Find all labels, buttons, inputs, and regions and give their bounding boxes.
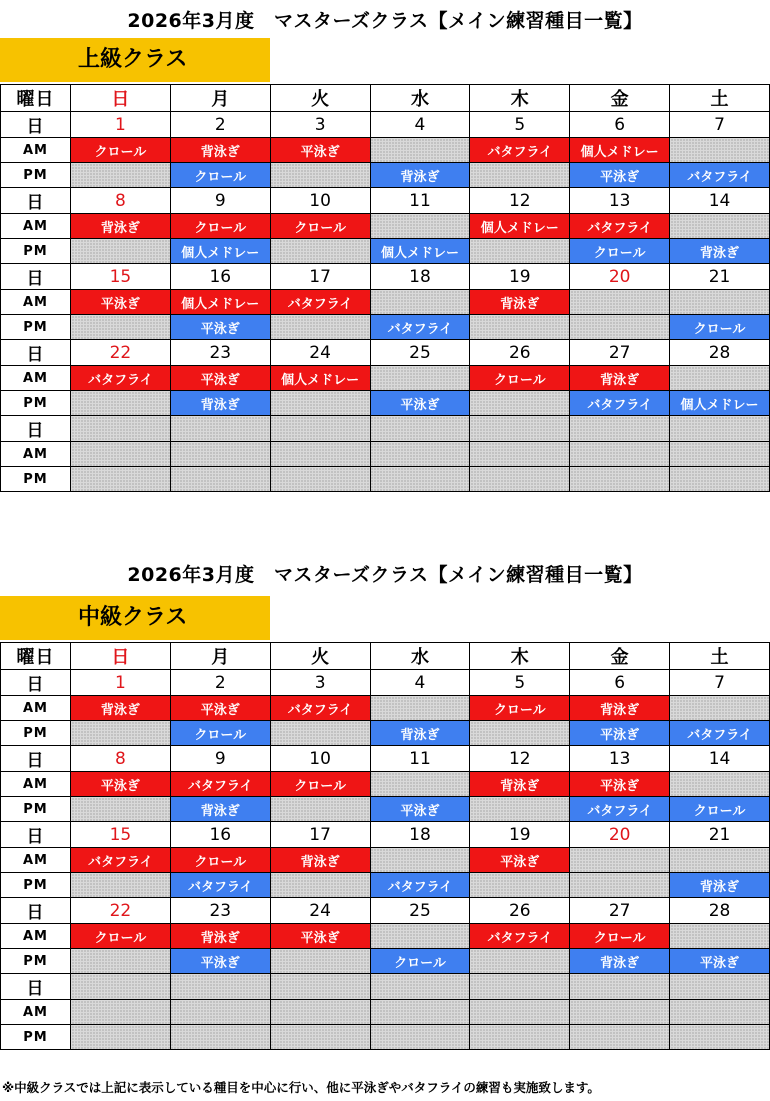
weekday-header: 金 bbox=[570, 643, 670, 670]
pm-event-cell: 平泳ぎ bbox=[570, 721, 670, 746]
row-label-am: AM bbox=[1, 924, 71, 949]
am-event-cell: クロール bbox=[170, 848, 270, 873]
row-label-pm: PM bbox=[1, 721, 71, 746]
row-label-am: AM bbox=[1, 214, 71, 239]
pm-event-cell bbox=[270, 1025, 370, 1050]
am-event-cell bbox=[370, 138, 470, 163]
row-label-date: 日 bbox=[1, 340, 71, 366]
date-cell: 11 bbox=[370, 188, 470, 214]
pm-event-cell bbox=[71, 163, 171, 188]
weekday-header: 火 bbox=[270, 85, 370, 112]
pm-event-cell: クロール bbox=[670, 797, 770, 822]
footnote: ※中級クラスでは上記に表示している種目を中心に行い、他に平泳ぎやバタフライの練習も実施致します。 bbox=[2, 1080, 600, 1095]
date-cell bbox=[470, 416, 570, 442]
date-cell: 3 bbox=[270, 670, 370, 696]
am-event-cell: クロール bbox=[470, 696, 570, 721]
am-event-cell bbox=[570, 1000, 670, 1025]
date-cell: 26 bbox=[470, 340, 570, 366]
page-title-repeat: 2026年3月度 マスターズクラス【メイン練習種目一覧】 bbox=[127, 564, 643, 586]
am-event-cell bbox=[170, 1000, 270, 1025]
pm-event-cell bbox=[470, 315, 570, 340]
am-event-cell bbox=[670, 214, 770, 239]
row-label-date: 日 bbox=[1, 670, 71, 696]
date-cell: 19 bbox=[470, 822, 570, 848]
am-event-cell bbox=[370, 214, 470, 239]
pm-event-cell bbox=[470, 873, 570, 898]
date-cell: 9 bbox=[170, 746, 270, 772]
pm-event-cell: 平泳ぎ bbox=[670, 949, 770, 974]
pm-event-cell bbox=[470, 721, 570, 746]
date-cell: 14 bbox=[670, 746, 770, 772]
am-event-cell bbox=[570, 848, 670, 873]
pm-event-cell bbox=[470, 1025, 570, 1050]
am-event-cell bbox=[570, 290, 670, 315]
date-cell bbox=[270, 974, 370, 1000]
am-event-cell: クロール bbox=[71, 138, 171, 163]
date-cell bbox=[470, 974, 570, 1000]
schedule-table-intermediate bbox=[0, 642, 770, 1050]
date-cell: 19 bbox=[470, 264, 570, 290]
am-event-cell bbox=[270, 1000, 370, 1025]
am-event-cell: バタフライ bbox=[270, 696, 370, 721]
pm-event-cell bbox=[71, 1025, 171, 1050]
date-cell: 7 bbox=[670, 670, 770, 696]
date-cell: 6 bbox=[570, 670, 670, 696]
pm-event-cell bbox=[170, 1025, 270, 1050]
pm-event-cell bbox=[71, 873, 171, 898]
pm-event-cell: 背泳ぎ bbox=[670, 239, 770, 264]
pm-event-cell: 平泳ぎ bbox=[570, 163, 670, 188]
am-event-cell: 平泳ぎ bbox=[270, 924, 370, 949]
weekday-header: 月 bbox=[170, 85, 270, 112]
pm-event-cell: 背泳ぎ bbox=[670, 873, 770, 898]
pm-event-cell: 平泳ぎ bbox=[170, 315, 270, 340]
date-cell: 23 bbox=[170, 340, 270, 366]
pm-event-cell bbox=[470, 163, 570, 188]
am-event-cell bbox=[370, 366, 470, 391]
date-cell bbox=[270, 416, 370, 442]
am-event-cell bbox=[370, 442, 470, 467]
date-cell: 12 bbox=[470, 188, 570, 214]
am-event-cell: バタフライ bbox=[470, 138, 570, 163]
pm-event-cell: 平泳ぎ bbox=[370, 391, 470, 416]
am-event-cell bbox=[71, 1000, 171, 1025]
pm-event-cell bbox=[170, 467, 270, 492]
date-cell: 20 bbox=[570, 264, 670, 290]
am-event-cell: バタフライ bbox=[170, 772, 270, 797]
am-event-cell bbox=[570, 442, 670, 467]
am-event-cell bbox=[670, 1000, 770, 1025]
am-event-cell: 平泳ぎ bbox=[470, 848, 570, 873]
row-label-date: 日 bbox=[1, 974, 71, 1000]
pm-event-cell bbox=[470, 797, 570, 822]
am-event-cell: 背泳ぎ bbox=[470, 772, 570, 797]
pm-event-cell bbox=[370, 467, 470, 492]
am-event-cell: 背泳ぎ bbox=[170, 138, 270, 163]
pm-event-cell: クロール bbox=[570, 239, 670, 264]
am-event-cell: 個人メドレー bbox=[270, 366, 370, 391]
am-event-cell: バタフライ bbox=[270, 290, 370, 315]
date-cell: 28 bbox=[670, 340, 770, 366]
am-event-cell bbox=[470, 1000, 570, 1025]
date-cell: 24 bbox=[270, 898, 370, 924]
date-cell: 1 bbox=[71, 670, 171, 696]
am-event-cell: クロール bbox=[470, 366, 570, 391]
row-label-pm: PM bbox=[1, 315, 71, 340]
pm-event-cell: クロール bbox=[370, 949, 470, 974]
row-label-date: 日 bbox=[1, 112, 71, 138]
am-event-cell bbox=[370, 696, 470, 721]
date-cell: 16 bbox=[170, 822, 270, 848]
row-label-pm: PM bbox=[1, 873, 71, 898]
am-event-cell: バタフライ bbox=[71, 366, 171, 391]
row-label-pm: PM bbox=[1, 467, 71, 492]
pm-event-cell bbox=[71, 467, 171, 492]
date-cell: 7 bbox=[670, 112, 770, 138]
pm-event-cell bbox=[270, 163, 370, 188]
am-event-cell: 平泳ぎ bbox=[71, 290, 171, 315]
am-event-cell: 背泳ぎ bbox=[71, 696, 171, 721]
am-event-cell bbox=[670, 848, 770, 873]
pm-event-cell bbox=[470, 391, 570, 416]
pm-event-cell bbox=[270, 873, 370, 898]
row-label-date: 日 bbox=[1, 416, 71, 442]
pm-event-cell: 背泳ぎ bbox=[570, 949, 670, 974]
date-cell: 18 bbox=[370, 822, 470, 848]
pm-event-cell bbox=[470, 949, 570, 974]
date-cell bbox=[170, 974, 270, 1000]
weekday-header: 金 bbox=[570, 85, 670, 112]
weekday-header: 月 bbox=[170, 643, 270, 670]
pm-event-cell: クロール bbox=[170, 721, 270, 746]
am-event-cell: 背泳ぎ bbox=[570, 366, 670, 391]
row-label-pm: PM bbox=[1, 1025, 71, 1050]
row-label-pm: PM bbox=[1, 949, 71, 974]
page-title: 2026年3月度 マスターズクラス【メイン練習種目一覧】 bbox=[127, 10, 643, 32]
am-event-cell bbox=[670, 772, 770, 797]
pm-event-cell: 個人メドレー bbox=[170, 239, 270, 264]
date-cell: 5 bbox=[470, 112, 570, 138]
row-label-pm: PM bbox=[1, 239, 71, 264]
pm-event-cell bbox=[71, 797, 171, 822]
row-label-pm: PM bbox=[1, 391, 71, 416]
pm-event-cell: バタフライ bbox=[370, 873, 470, 898]
pm-event-cell bbox=[370, 1025, 470, 1050]
date-cell bbox=[670, 416, 770, 442]
am-event-cell: 平泳ぎ bbox=[270, 138, 370, 163]
weekday-header-label: 曜日 bbox=[1, 85, 71, 112]
date-cell: 26 bbox=[470, 898, 570, 924]
date-cell: 24 bbox=[270, 340, 370, 366]
am-event-cell bbox=[670, 366, 770, 391]
am-event-cell: 平泳ぎ bbox=[570, 772, 670, 797]
row-label-pm: PM bbox=[1, 797, 71, 822]
row-label-am: AM bbox=[1, 442, 71, 467]
date-cell bbox=[670, 974, 770, 1000]
date-cell: 15 bbox=[71, 822, 171, 848]
weekday-header: 木 bbox=[470, 85, 570, 112]
pm-event-cell: 背泳ぎ bbox=[370, 721, 470, 746]
pm-event-cell bbox=[71, 949, 171, 974]
date-cell: 18 bbox=[370, 264, 470, 290]
date-cell: 27 bbox=[570, 340, 670, 366]
row-label-date: 日 bbox=[1, 822, 71, 848]
am-event-cell: バタフライ bbox=[570, 214, 670, 239]
date-cell bbox=[370, 974, 470, 1000]
weekday-header: 土 bbox=[670, 85, 770, 112]
row-label-date: 日 bbox=[1, 746, 71, 772]
weekday-header: 日 bbox=[71, 85, 171, 112]
date-cell bbox=[71, 416, 171, 442]
pm-event-cell: クロール bbox=[670, 315, 770, 340]
weekday-header-label: 曜日 bbox=[1, 643, 71, 670]
pm-event-cell bbox=[670, 467, 770, 492]
date-cell: 15 bbox=[71, 264, 171, 290]
class-banner-intermediate: 中級クラス bbox=[0, 596, 270, 640]
am-event-cell: 背泳ぎ bbox=[170, 924, 270, 949]
date-cell: 27 bbox=[570, 898, 670, 924]
pm-event-cell: 個人メドレー bbox=[670, 391, 770, 416]
am-event-cell: クロール bbox=[170, 214, 270, 239]
pm-event-cell bbox=[470, 467, 570, 492]
date-cell: 10 bbox=[270, 188, 370, 214]
am-event-cell bbox=[470, 442, 570, 467]
am-event-cell: クロール bbox=[270, 214, 370, 239]
am-event-cell bbox=[670, 290, 770, 315]
pm-event-cell bbox=[270, 239, 370, 264]
date-cell: 12 bbox=[470, 746, 570, 772]
date-cell: 21 bbox=[670, 822, 770, 848]
am-event-cell bbox=[670, 696, 770, 721]
am-event-cell: クロール bbox=[71, 924, 171, 949]
pm-event-cell: 平泳ぎ bbox=[370, 797, 470, 822]
pm-event-cell bbox=[570, 1025, 670, 1050]
am-event-cell: 個人メドレー bbox=[570, 138, 670, 163]
row-label-am: AM bbox=[1, 138, 71, 163]
weekday-header: 水 bbox=[370, 85, 470, 112]
date-cell bbox=[71, 974, 171, 1000]
row-label-am: AM bbox=[1, 290, 71, 315]
pm-event-cell: バタフライ bbox=[370, 315, 470, 340]
pm-event-cell bbox=[71, 391, 171, 416]
date-cell: 3 bbox=[270, 112, 370, 138]
row-label-pm: PM bbox=[1, 163, 71, 188]
date-cell: 6 bbox=[570, 112, 670, 138]
pm-event-cell: バタフライ bbox=[570, 391, 670, 416]
date-cell: 28 bbox=[670, 898, 770, 924]
date-cell: 5 bbox=[470, 670, 570, 696]
pm-event-cell bbox=[270, 467, 370, 492]
am-event-cell bbox=[270, 442, 370, 467]
weekday-header: 木 bbox=[470, 643, 570, 670]
pm-event-cell bbox=[270, 721, 370, 746]
weekday-header: 火 bbox=[270, 643, 370, 670]
pm-event-cell bbox=[270, 949, 370, 974]
date-cell: 10 bbox=[270, 746, 370, 772]
row-label-am: AM bbox=[1, 366, 71, 391]
weekday-header: 日 bbox=[71, 643, 171, 670]
date-cell: 17 bbox=[270, 822, 370, 848]
date-cell: 22 bbox=[71, 898, 171, 924]
am-event-cell bbox=[170, 442, 270, 467]
am-event-cell bbox=[71, 442, 171, 467]
pm-event-cell bbox=[670, 1025, 770, 1050]
weekday-header: 土 bbox=[670, 643, 770, 670]
pm-event-cell bbox=[270, 391, 370, 416]
am-event-cell: バタフライ bbox=[71, 848, 171, 873]
am-event-cell: 背泳ぎ bbox=[570, 696, 670, 721]
weekday-header: 水 bbox=[370, 643, 470, 670]
pm-event-cell: 背泳ぎ bbox=[170, 391, 270, 416]
date-cell: 8 bbox=[71, 188, 171, 214]
pm-event-cell: 個人メドレー bbox=[370, 239, 470, 264]
am-event-cell bbox=[670, 442, 770, 467]
row-label-date: 日 bbox=[1, 264, 71, 290]
pm-event-cell: バタフライ bbox=[670, 163, 770, 188]
pm-event-cell: バタフライ bbox=[170, 873, 270, 898]
pm-event-cell: 背泳ぎ bbox=[170, 797, 270, 822]
am-event-cell bbox=[370, 772, 470, 797]
date-cell bbox=[370, 416, 470, 442]
pm-event-cell bbox=[270, 797, 370, 822]
date-cell: 11 bbox=[370, 746, 470, 772]
row-label-am: AM bbox=[1, 848, 71, 873]
date-cell: 20 bbox=[570, 822, 670, 848]
pm-event-cell bbox=[270, 315, 370, 340]
row-label-date: 日 bbox=[1, 188, 71, 214]
pm-event-cell bbox=[570, 873, 670, 898]
date-cell: 8 bbox=[71, 746, 171, 772]
date-cell: 4 bbox=[370, 112, 470, 138]
class-banner-advanced: 上級クラス bbox=[0, 38, 270, 82]
pm-event-cell bbox=[71, 315, 171, 340]
am-event-cell bbox=[370, 924, 470, 949]
am-event-cell bbox=[370, 290, 470, 315]
date-cell: 25 bbox=[370, 898, 470, 924]
row-label-am: AM bbox=[1, 1000, 71, 1025]
date-cell: 14 bbox=[670, 188, 770, 214]
am-event-cell: 平泳ぎ bbox=[170, 366, 270, 391]
pm-event-cell bbox=[570, 467, 670, 492]
am-event-cell: 個人メドレー bbox=[470, 214, 570, 239]
date-cell: 21 bbox=[670, 264, 770, 290]
date-cell bbox=[570, 974, 670, 1000]
date-cell: 17 bbox=[270, 264, 370, 290]
am-event-cell bbox=[670, 138, 770, 163]
date-cell: 23 bbox=[170, 898, 270, 924]
date-cell: 13 bbox=[570, 188, 670, 214]
date-cell: 4 bbox=[370, 670, 470, 696]
pm-event-cell: バタフライ bbox=[670, 721, 770, 746]
pm-event-cell bbox=[570, 315, 670, 340]
am-event-cell: 平泳ぎ bbox=[170, 696, 270, 721]
pm-event-cell bbox=[71, 239, 171, 264]
am-event-cell bbox=[670, 924, 770, 949]
pm-event-cell: バタフライ bbox=[570, 797, 670, 822]
am-event-cell: バタフライ bbox=[470, 924, 570, 949]
am-event-cell: 背泳ぎ bbox=[71, 214, 171, 239]
date-cell: 22 bbox=[71, 340, 171, 366]
row-label-am: AM bbox=[1, 696, 71, 721]
am-event-cell: クロール bbox=[270, 772, 370, 797]
am-event-cell: 背泳ぎ bbox=[470, 290, 570, 315]
am-event-cell: 個人メドレー bbox=[170, 290, 270, 315]
pm-event-cell bbox=[71, 721, 171, 746]
am-event-cell bbox=[370, 848, 470, 873]
am-event-cell: 背泳ぎ bbox=[270, 848, 370, 873]
date-cell: 2 bbox=[170, 112, 270, 138]
pm-event-cell: 平泳ぎ bbox=[170, 949, 270, 974]
date-cell: 1 bbox=[71, 112, 171, 138]
date-cell bbox=[570, 416, 670, 442]
am-event-cell: クロール bbox=[570, 924, 670, 949]
pm-event-cell: クロール bbox=[170, 163, 270, 188]
date-cell: 25 bbox=[370, 340, 470, 366]
date-cell: 9 bbox=[170, 188, 270, 214]
row-label-am: AM bbox=[1, 772, 71, 797]
date-cell: 16 bbox=[170, 264, 270, 290]
pm-event-cell bbox=[470, 239, 570, 264]
schedule-table-advanced bbox=[0, 84, 770, 492]
pm-event-cell: 背泳ぎ bbox=[370, 163, 470, 188]
date-cell: 2 bbox=[170, 670, 270, 696]
am-event-cell: 平泳ぎ bbox=[71, 772, 171, 797]
date-cell: 13 bbox=[570, 746, 670, 772]
am-event-cell bbox=[370, 1000, 470, 1025]
date-cell bbox=[170, 416, 270, 442]
row-label-date: 日 bbox=[1, 898, 71, 924]
